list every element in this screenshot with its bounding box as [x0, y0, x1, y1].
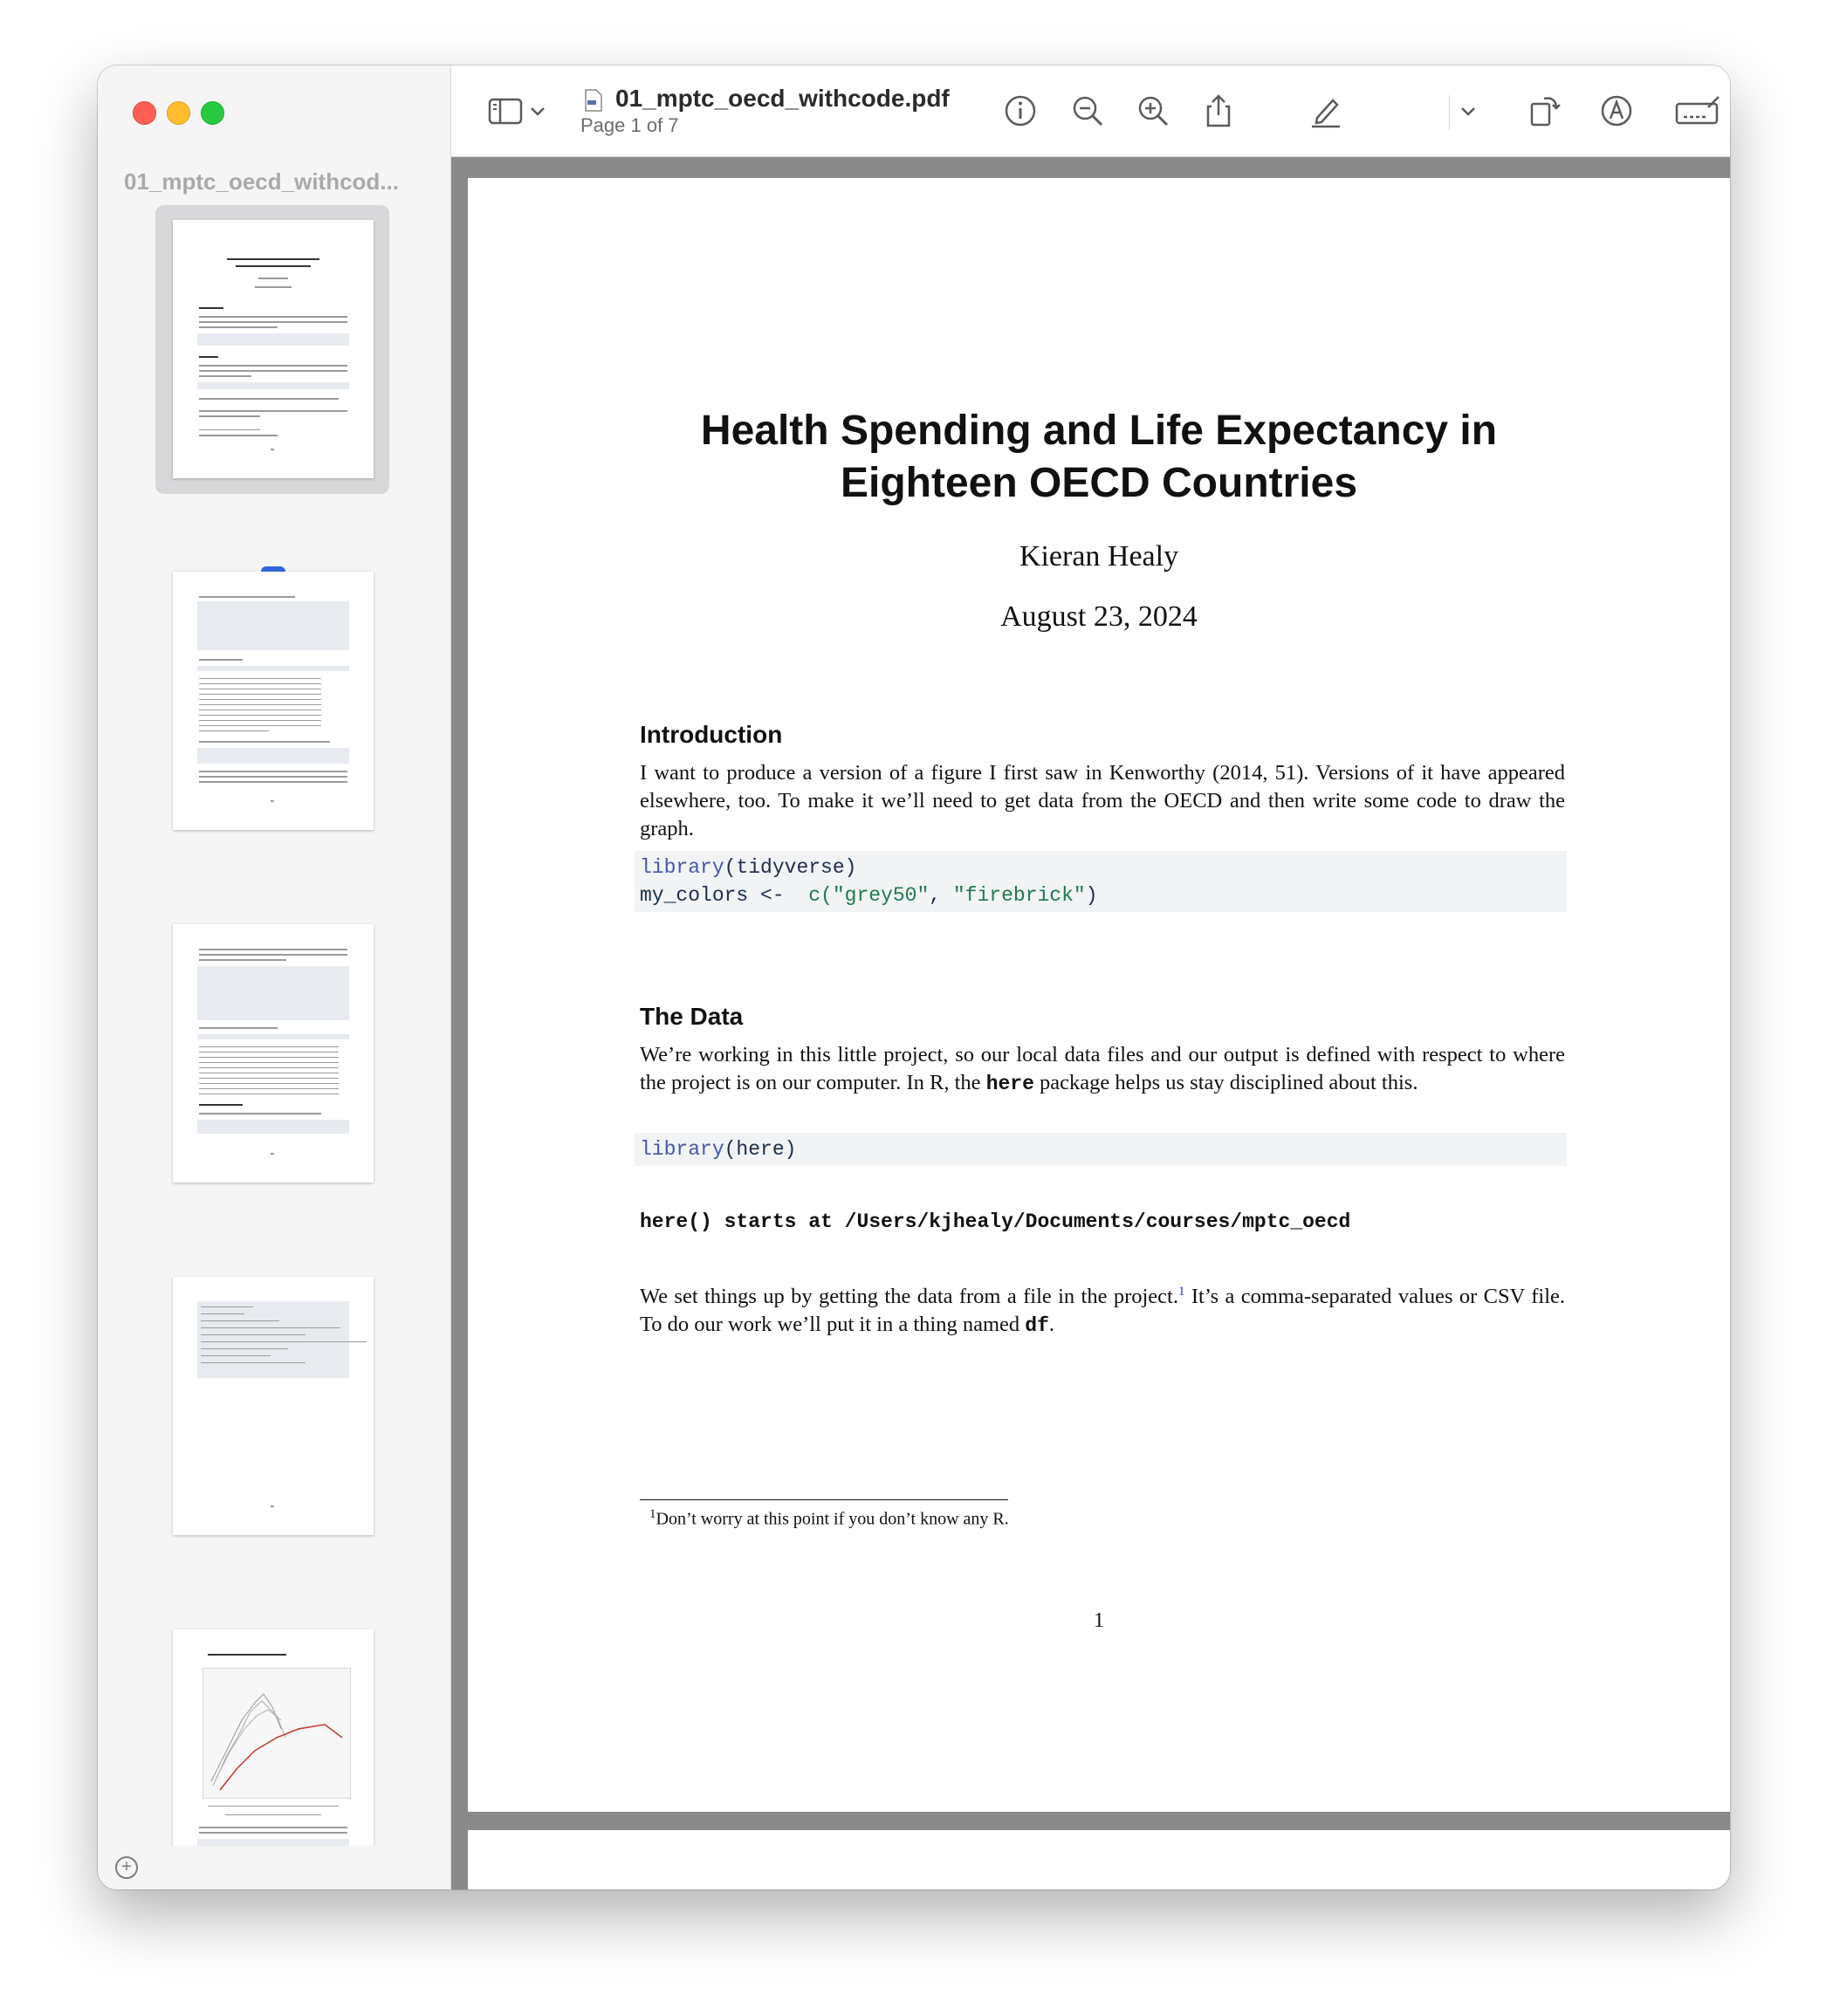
code-fn: library [640, 856, 724, 879]
markup-icon[interactable] [1597, 92, 1636, 130]
text-span: We’re working in this little project, so our local data files and our output is defined with respect to where the project is on our computer. In R, the [640, 1043, 1565, 1094]
date: August 23, 2024 [1000, 600, 1198, 633]
code-block-1 [635, 851, 1567, 912]
inline-code: df [1025, 1314, 1049, 1338]
zoom-button[interactable] [201, 101, 224, 125]
page-thumbnail-3[interactable] [173, 924, 374, 1183]
data-paragraph [640, 1041, 1565, 1098]
code-text: (tidyverse) [724, 856, 857, 879]
toolbar-divider [1449, 95, 1450, 130]
chevron-down-icon[interactable] [1459, 92, 1478, 130]
page-thumbnail-2[interactable] [173, 572, 374, 830]
document-heading [468, 405, 1730, 510]
page-thumbnail-5[interactable] [173, 1629, 374, 1846]
text-span: package helps us stay disciplined about this. [1033, 1071, 1418, 1094]
title-line-1: Health Spending and Life Expectancy in [700, 408, 1498, 454]
sidebar-toggle-icon[interactable] [486, 92, 525, 130]
document-title[interactable]: 01_mptc_oecd_withcode.pdf [615, 85, 950, 112]
toolbar [451, 65, 1730, 157]
footnote-reference[interactable]: 1 [1178, 1285, 1185, 1299]
footnote-rule [640, 1499, 1008, 1500]
sidebar [98, 65, 451, 1889]
chart-thumbnail-icon [203, 1668, 351, 1799]
code-block-2 [635, 1133, 1567, 1166]
sidebar-title: 01_mptc_oecd_withcod... [124, 168, 399, 195]
footnote-mark: 1 [649, 1507, 656, 1521]
close-button[interactable] [133, 101, 156, 125]
setup-paragraph [640, 1278, 1565, 1340]
page-number: 1 [1094, 1609, 1104, 1632]
code-text: ) [1085, 884, 1098, 907]
code-text: my_colors <- [640, 884, 809, 907]
code-string: "firebrick" [952, 884, 1086, 907]
text-span: We set things up by getting the data from a file in the project. [640, 1285, 1178, 1309]
code-text: (here) [724, 1138, 797, 1161]
rotate-icon[interactable] [1525, 92, 1563, 130]
code-text: , [929, 884, 953, 907]
signature-icon[interactable] [1673, 92, 1722, 130]
minimize-button[interactable] [167, 101, 190, 125]
text-span: It’s a comma-separated values or CSV file. To do our work we’ll put it in a thing named [640, 1285, 1566, 1337]
pdf-page-2 [468, 1830, 1730, 1889]
page-thumbnail-1[interactable] [173, 220, 374, 478]
pdf-file-icon [584, 88, 603, 113]
share-icon[interactable] [1199, 92, 1238, 130]
info-icon[interactable] [1001, 92, 1040, 130]
inline-code: here [985, 1073, 1034, 1095]
code-output: here() starts at /Users/kjhealy/Documents/courses/mptc_oecd [640, 1210, 1351, 1233]
add-page-button[interactable]: + [115, 1856, 138, 1879]
footnote [649, 1507, 1009, 1530]
page-status: Page 1 of 7 [580, 114, 679, 136]
chevron-down-icon[interactable] [528, 92, 547, 130]
title-line-2: Eighteen OECD Countries [840, 460, 1358, 506]
zoom-in-icon[interactable] [1134, 92, 1172, 130]
code-fn: library [640, 1138, 724, 1161]
page-thumbnail-4[interactable] [173, 1277, 374, 1535]
preview-window [98, 65, 1730, 1889]
document-view[interactable] [451, 157, 1730, 1889]
author: Kieran Healy [1019, 540, 1179, 573]
footnote-text: Don’t worry at this point if you don’t know any R. [656, 1509, 1009, 1529]
data-heading: The Data [640, 1003, 744, 1030]
zoom-out-icon[interactable] [1068, 92, 1107, 130]
intro-paragraph: I want to produce a version of a figure I first saw in Kenworthy (2014, 51). Versions of it have appeared elsewhere, too. To make it we’ll need to get data from the OECD and then write some code to draw the graph. [640, 761, 1565, 840]
code-string: "grey50" [832, 884, 930, 907]
highlight-pen-icon[interactable] [1307, 92, 1345, 130]
thumbnail-list[interactable] [98, 205, 450, 1846]
introduction-heading: Introduction [640, 721, 783, 748]
code-fn: c( [808, 884, 833, 907]
text-span: . [1048, 1313, 1054, 1337]
pdf-page-1 [468, 178, 1730, 1812]
